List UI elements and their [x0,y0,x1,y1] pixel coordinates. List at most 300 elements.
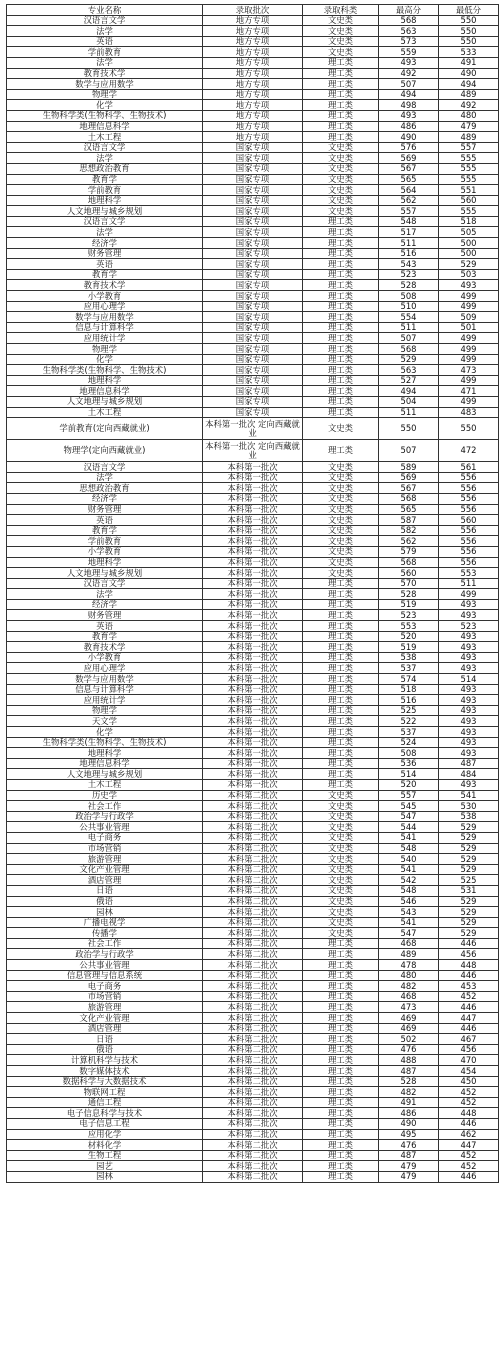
category-cell: 理工类 [303,1055,379,1066]
category-cell: 理工类 [303,1066,379,1077]
max-score-cell: 553 [379,621,439,632]
table-row [7,493,499,504]
major-cell: 学前教育 [7,185,203,196]
max-score-cell: 554 [379,312,439,323]
table-row [7,684,499,695]
min-score-cell: 529 [439,864,499,875]
min-score-cell: 471 [439,386,499,397]
category-cell: 理工类 [303,291,379,302]
major-cell: 信息与计算科学 [7,684,203,695]
category-cell: 理工类 [303,301,379,312]
max-score-cell: 570 [379,578,439,589]
min-score-cell: 493 [439,599,499,610]
batch-cell: 本科第二批次 [203,864,303,875]
table-row [7,779,499,790]
min-score-cell: 447 [439,1013,499,1024]
batch-cell: 本科第一批次 [203,674,303,685]
batch-cell: 本科第一批次 [203,599,303,610]
major-cell: 地理科学 [7,375,203,386]
table-row [7,153,499,164]
major-cell: 学前教育(定向西藏就业) [7,418,203,440]
table-row [7,472,499,483]
batch-cell: 本科第二批次 [203,1055,303,1066]
category-cell: 理工类 [303,238,379,249]
category-cell: 文史类 [303,195,379,206]
max-score-cell: 547 [379,928,439,939]
major-cell: 政治学与行政学 [7,811,203,822]
major-cell: 俄语 [7,1044,203,1055]
category-cell: 文史类 [303,515,379,526]
batch-cell: 本科第二批次 [203,875,303,886]
major-cell: 地理科学 [7,195,203,206]
max-score-cell: 536 [379,758,439,769]
table-row [7,365,499,376]
min-score-cell: 493 [439,631,499,642]
category-cell: 理工类 [303,960,379,971]
batch-cell: 本科第一批次 定向西藏就业 [203,440,303,462]
min-score-cell: 529 [439,843,499,854]
major-cell: 旅游管理 [7,1002,203,1013]
category-cell: 文史类 [303,546,379,557]
major-cell: 应用心理学 [7,301,203,312]
min-score-cell: 446 [439,1023,499,1034]
table-row [7,621,499,632]
batch-cell: 国家专项 [203,142,303,153]
batch-cell: 地方专项 [203,26,303,37]
table-row [7,1044,499,1055]
table-row [7,57,499,68]
table-row [7,333,499,344]
major-cell: 汉语言文学 [7,216,203,227]
major-cell: 教育技术学 [7,280,203,291]
batch-cell: 本科第一批次 [203,578,303,589]
batch-cell: 地方专项 [203,68,303,79]
max-score-cell: 541 [379,917,439,928]
category-cell: 理工类 [303,663,379,674]
min-score-cell: 493 [439,748,499,759]
major-cell: 教育学 [7,269,203,280]
max-score-cell: 587 [379,515,439,526]
table-row [7,960,499,971]
category-cell: 文史类 [303,185,379,196]
category-cell: 文史类 [303,790,379,801]
batch-cell: 国家专项 [203,163,303,174]
max-score-cell: 494 [379,89,439,100]
batch-cell: 本科第二批次 [203,991,303,1002]
max-score-cell: 528 [379,1076,439,1087]
table-row [7,727,499,738]
major-cell: 计算机科学与技术 [7,1055,203,1066]
category-cell: 理工类 [303,396,379,407]
major-cell: 数字媒体技术 [7,1066,203,1077]
min-score-cell: 550 [439,418,499,440]
category-cell: 文史类 [303,15,379,26]
major-cell: 通信工程 [7,1097,203,1108]
major-cell: 学前教育 [7,536,203,547]
batch-cell: 本科第二批次 [203,938,303,949]
category-cell: 理工类 [303,1108,379,1119]
major-cell: 土木工程 [7,779,203,790]
batch-cell: 国家专项 [203,322,303,333]
max-score-cell: 522 [379,716,439,727]
max-score-cell: 516 [379,248,439,259]
max-score-cell: 493 [379,110,439,121]
min-score-cell: 499 [439,589,499,600]
min-score-cell: 557 [439,142,499,153]
batch-cell: 本科第二批次 [203,1161,303,1172]
batch-cell: 本科第二批次 [203,1013,303,1024]
min-score-cell: 511 [439,578,499,589]
max-score-cell: 573 [379,36,439,47]
batch-cell: 本科第二批次 [203,790,303,801]
category-cell: 文史类 [303,885,379,896]
table-row [7,758,499,769]
table-row [7,269,499,280]
max-score-cell: 476 [379,1044,439,1055]
min-score-cell: 446 [439,1171,499,1182]
table-row [7,396,499,407]
max-score-cell: 527 [379,375,439,386]
batch-cell: 本科第一批次 [203,652,303,663]
category-cell: 文史类 [303,418,379,440]
min-score-cell: 452 [439,1161,499,1172]
batch-cell: 国家专项 [203,280,303,291]
max-score-cell: 550 [379,418,439,440]
batch-cell: 本科第二批次 [203,970,303,981]
table-row [7,418,499,440]
min-score-cell: 523 [439,621,499,632]
major-cell: 教育学 [7,525,203,536]
max-score-cell: 479 [379,1171,439,1182]
category-cell: 理工类 [303,100,379,111]
major-cell: 英语 [7,36,203,47]
major-cell: 生物工程 [7,1150,203,1161]
batch-cell: 本科第一批次 [203,621,303,632]
min-score-cell: 489 [439,132,499,143]
major-cell: 教育技术学 [7,68,203,79]
min-score-cell: 509 [439,312,499,323]
table-row [7,652,499,663]
category-cell: 文史类 [303,854,379,865]
major-cell: 地理科学 [7,557,203,568]
max-score-cell: 511 [379,238,439,249]
table-row [7,769,499,780]
table-row [7,970,499,981]
table-row [7,142,499,153]
category-cell: 理工类 [303,386,379,397]
table-row [7,47,499,58]
table-row [7,89,499,100]
table-row [7,1076,499,1087]
table-row [7,695,499,706]
category-cell: 文史类 [303,153,379,164]
table-row [7,568,499,579]
max-score-cell: 568 [379,344,439,355]
major-cell: 教育技术学 [7,642,203,653]
table-header-row [7,5,499,16]
max-score-cell: 494 [379,386,439,397]
category-cell: 文史类 [303,875,379,886]
batch-cell: 国家专项 [203,291,303,302]
table-row [7,375,499,386]
min-score-cell: 556 [439,536,499,547]
major-cell: 文化产业管理 [7,1013,203,1024]
min-score-cell: 531 [439,885,499,896]
major-cell: 电子商务 [7,832,203,843]
max-score-cell: 507 [379,79,439,90]
category-cell: 理工类 [303,748,379,759]
max-score-cell: 574 [379,674,439,685]
category-cell: 文史类 [303,536,379,547]
category-cell: 文史类 [303,472,379,483]
max-score-cell: 486 [379,1108,439,1119]
table-row [7,674,499,685]
category-cell: 文史类 [303,493,379,504]
max-score-cell: 473 [379,1002,439,1013]
major-cell: 生物科学类(生物科学、生物技术) [7,110,203,121]
min-score-cell: 470 [439,1055,499,1066]
major-cell: 广播电视学 [7,917,203,928]
table-row [7,462,499,473]
table-row [7,801,499,812]
batch-cell: 本科第二批次 [203,1171,303,1182]
min-score-cell: 487 [439,758,499,769]
min-score-cell: 555 [439,163,499,174]
max-score-cell: 510 [379,301,439,312]
category-cell: 文史类 [303,843,379,854]
major-cell: 小学教育 [7,652,203,663]
major-cell: 汉语言文学 [7,142,203,153]
table-row [7,440,499,462]
batch-cell: 本科第二批次 [203,949,303,960]
table-row [7,875,499,886]
max-score-cell: 469 [379,1013,439,1024]
table-row [7,163,499,174]
table-row [7,206,499,217]
category-cell: 理工类 [303,365,379,376]
max-score-cell: 520 [379,779,439,790]
category-cell: 理工类 [303,110,379,121]
max-score-cell: 519 [379,642,439,653]
batch-cell: 本科第二批次 [203,896,303,907]
batch-cell: 本科第一批次 [203,758,303,769]
category-cell: 文史类 [303,557,379,568]
table-row [7,227,499,238]
min-score-cell: 448 [439,960,499,971]
category-cell: 理工类 [303,121,379,132]
batch-cell: 地方专项 [203,15,303,26]
max-score-cell: 482 [379,981,439,992]
table-row [7,631,499,642]
major-cell: 教育学 [7,174,203,185]
max-score-cell: 507 [379,440,439,462]
max-score-cell: 486 [379,121,439,132]
table-row [7,216,499,227]
major-cell: 数学与应用数学 [7,674,203,685]
min-score-cell: 529 [439,928,499,939]
batch-cell: 本科第二批次 [203,1140,303,1151]
category-cell: 理工类 [303,970,379,981]
batch-cell: 地方专项 [203,110,303,121]
min-score-cell: 529 [439,907,499,918]
major-cell: 应用统计学 [7,695,203,706]
category-cell: 理工类 [303,684,379,695]
min-score-cell: 493 [439,684,499,695]
max-score-cell: 523 [379,269,439,280]
category-cell: 理工类 [303,642,379,653]
min-score-cell: 493 [439,652,499,663]
category-cell: 理工类 [303,1023,379,1034]
max-score-cell: 562 [379,536,439,547]
min-score-cell: 505 [439,227,499,238]
batch-cell: 本科第二批次 [203,1034,303,1045]
major-cell: 日语 [7,1034,203,1045]
major-cell: 物理学 [7,705,203,716]
batch-cell: 本科第一批次 [203,695,303,706]
major-cell: 学前教育 [7,47,203,58]
table-row [7,344,499,355]
major-cell: 材料化学 [7,1140,203,1151]
batch-cell: 本科第一批次 [203,748,303,759]
major-cell: 社会工作 [7,801,203,812]
major-cell: 园艺 [7,1161,203,1172]
major-cell: 生物科学类(生物科学、生物技术) [7,737,203,748]
category-cell: 理工类 [303,949,379,960]
major-cell: 法学 [7,472,203,483]
major-cell: 法学 [7,26,203,37]
min-score-cell: 555 [439,206,499,217]
table-row [7,1023,499,1034]
major-cell: 财务管理 [7,248,203,259]
category-cell: 文史类 [303,907,379,918]
table-row [7,121,499,132]
batch-cell: 国家专项 [203,375,303,386]
min-score-cell: 480 [439,110,499,121]
batch-cell: 本科第二批次 [203,960,303,971]
min-score-cell: 489 [439,89,499,100]
batch-cell: 国家专项 [203,153,303,164]
table-row [7,557,499,568]
category-cell: 文史类 [303,822,379,833]
batch-cell: 地方专项 [203,47,303,58]
batch-cell: 地方专项 [203,36,303,47]
max-score-cell: 523 [379,610,439,621]
batch-cell: 国家专项 [203,396,303,407]
table-row [7,26,499,37]
major-cell: 园林 [7,1171,203,1182]
batch-cell: 本科第一批次 [203,472,303,483]
min-score-cell: 499 [439,354,499,365]
major-cell: 汉语言文学 [7,15,203,26]
admission-scores-table [6,4,499,1183]
category-cell: 理工类 [303,705,379,716]
max-score-cell: 489 [379,949,439,960]
max-score-cell: 559 [379,47,439,58]
category-cell: 理工类 [303,333,379,344]
min-score-cell: 529 [439,822,499,833]
table-row [7,1108,499,1119]
batch-cell: 国家专项 [203,206,303,217]
batch-cell: 本科第一批次 [203,557,303,568]
min-score-cell: 530 [439,801,499,812]
major-cell: 法学 [7,589,203,600]
major-cell: 地理信息科学 [7,758,203,769]
table-row [7,1055,499,1066]
category-cell: 文史类 [303,928,379,939]
max-score-cell: 490 [379,132,439,143]
max-score-cell: 563 [379,26,439,37]
major-cell: 社会工作 [7,938,203,949]
major-cell: 电子商务 [7,981,203,992]
max-score-cell: 525 [379,705,439,716]
min-score-cell: 500 [439,248,499,259]
min-score-cell: 499 [439,291,499,302]
min-score-cell: 550 [439,36,499,47]
category-cell: 理工类 [303,578,379,589]
min-score-cell: 561 [439,462,499,473]
major-cell: 应用心理学 [7,663,203,674]
category-cell: 文史类 [303,832,379,843]
min-score-cell: 446 [439,1002,499,1013]
min-score-cell: 551 [439,185,499,196]
max-score-cell: 476 [379,1140,439,1151]
max-score-cell: 563 [379,365,439,376]
major-cell: 市场营销 [7,991,203,1002]
category-cell: 理工类 [303,375,379,386]
category-cell: 理工类 [303,216,379,227]
major-cell: 小学教育 [7,291,203,302]
max-score-cell: 529 [379,354,439,365]
min-score-cell: 499 [439,396,499,407]
batch-cell: 地方专项 [203,57,303,68]
category-cell: 文史类 [303,174,379,185]
batch-cell: 国家专项 [203,248,303,259]
major-cell: 电子信息工程 [7,1118,203,1129]
max-score-cell: 520 [379,631,439,642]
min-score-cell: 518 [439,216,499,227]
min-score-cell: 462 [439,1129,499,1140]
table-row [7,36,499,47]
major-cell: 英语 [7,621,203,632]
major-cell: 法学 [7,153,203,164]
min-score-cell: 560 [439,515,499,526]
category-cell: 文史类 [303,483,379,494]
table-row [7,864,499,875]
batch-cell: 本科第一批次 [203,642,303,653]
category-cell: 理工类 [303,758,379,769]
min-score-cell: 556 [439,525,499,536]
max-score-cell: 468 [379,938,439,949]
category-cell: 理工类 [303,1118,379,1129]
category-cell: 理工类 [303,132,379,143]
category-cell: 理工类 [303,1171,379,1182]
major-cell: 地理科学 [7,748,203,759]
max-score-cell: 557 [379,206,439,217]
table-row [7,705,499,716]
table-row [7,1171,499,1182]
batch-cell: 本科第二批次 [203,811,303,822]
category-cell: 理工类 [303,716,379,727]
table-row [7,386,499,397]
major-cell: 财务管理 [7,504,203,515]
table-row [7,822,499,833]
major-cell: 生物科学类(生物科学、生物技术) [7,365,203,376]
min-score-cell: 493 [439,779,499,790]
max-score-cell: 548 [379,216,439,227]
max-score-cell: 528 [379,280,439,291]
batch-cell: 地方专项 [203,100,303,111]
max-score-cell: 548 [379,885,439,896]
